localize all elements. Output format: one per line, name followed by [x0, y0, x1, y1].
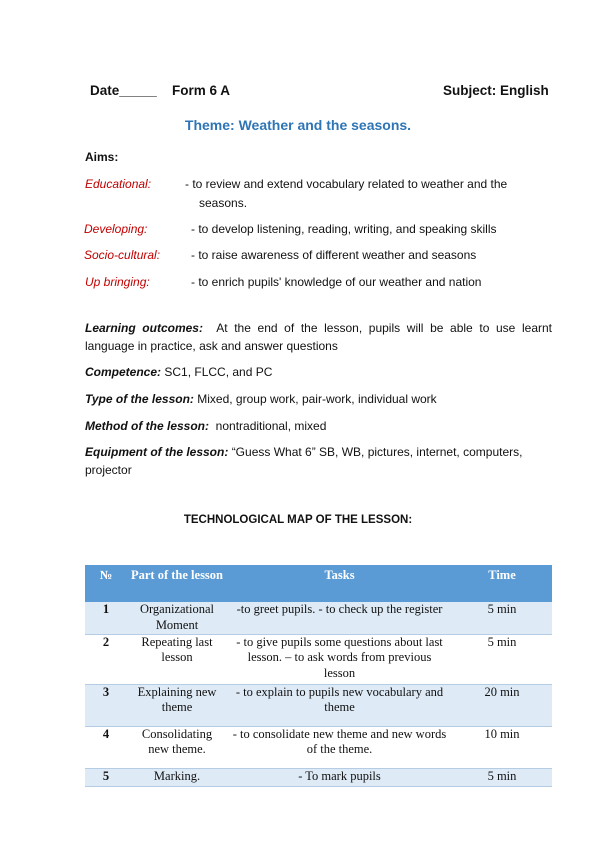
row-part: Explaining new theme	[127, 684, 227, 726]
aim-text-socio-cultural: - to raise awareness of different weather and seasons	[191, 248, 477, 262]
table-row	[85, 602, 552, 634]
competence-text: SC1, FLCC, and PC	[164, 365, 273, 379]
lesson-method-label: Method of the lesson:	[85, 419, 209, 433]
row-time: 5 min	[452, 768, 552, 786]
aim-label-socio-cultural: Socio-cultural:	[84, 248, 161, 262]
header-part: Part of the lesson	[127, 565, 227, 602]
lesson-type-text: Mixed, group work, pair-work, individual work	[197, 392, 437, 406]
row-time: 5 min	[452, 634, 552, 684]
aims-heading: Aims:	[85, 150, 119, 164]
row-tasks: - to give pupils some questions about last lesson. – to ask words from previous lesson	[227, 634, 452, 684]
lesson-type	[85, 390, 552, 408]
subject-label: Subject: English	[443, 83, 549, 98]
row-time: 5 min	[452, 602, 552, 634]
row-number: 1	[85, 602, 127, 634]
table-row	[85, 726, 552, 768]
learning-outcomes-label: Learning outcomes:	[85, 321, 203, 335]
row-number: 2	[85, 634, 127, 684]
lesson-method-text: nontraditional, mixed	[215, 419, 327, 433]
header-time: Time	[452, 565, 552, 602]
row-part: Marking.	[127, 768, 227, 786]
date-label: Date_____	[90, 83, 157, 98]
row-tasks: -to greet pupils. - to check up the register	[227, 602, 452, 634]
lesson-type-label: Type of the lesson:	[85, 392, 194, 406]
learning-outcomes	[85, 319, 552, 355]
row-number: 4	[85, 726, 127, 768]
row-number: 5	[85, 768, 127, 786]
aim-label-developing: Developing:	[84, 222, 148, 236]
aim-text-educational: - to review and extend vocabulary related to weather and the	[185, 177, 508, 191]
table-row	[85, 768, 552, 786]
learning-outcomes-text: At the end of the lesson, pupils will be able to use learnt language in practice, ask and answer questions	[85, 321, 552, 353]
aim-label-educational: Educational:	[85, 177, 152, 191]
row-number: 3	[85, 684, 127, 726]
aim-text-developing: - to develop listening, reading, writing, and speaking skills	[191, 222, 497, 236]
lesson-equipment	[85, 443, 552, 479]
row-time: 20 min	[452, 684, 552, 726]
header-number: №	[85, 565, 127, 602]
aim-text-educational-cont: seasons.	[199, 196, 248, 210]
form-label: Form 6 A	[172, 83, 231, 98]
aim-label-upbringing: Up bringing:	[85, 275, 150, 289]
lesson-equipment-text: “Guess What 6” SB, WB, pictures, internet, computers, projector	[85, 445, 523, 477]
lesson-map-table	[85, 565, 552, 787]
row-tasks: - To mark pupils	[227, 768, 452, 786]
competence	[85, 363, 552, 381]
row-tasks: - to consolidate new theme and new words of the theme.	[227, 726, 452, 768]
lesson-method	[85, 417, 552, 435]
table-row	[85, 684, 552, 726]
lesson-equipment-label: Equipment of the lesson:	[85, 445, 229, 459]
row-part: Consolidating new theme.	[127, 726, 227, 768]
table-header-row	[85, 565, 552, 602]
table-row	[85, 634, 552, 684]
row-tasks: - to explain to pupils new vocabulary and theme	[227, 684, 452, 726]
technological-map-title: TECHNOLOGICAL MAP OF THE LESSON:	[183, 514, 413, 526]
competence-label: Competence:	[85, 365, 162, 379]
lesson-theme: Theme: Weather and the seasons.	[184, 117, 412, 133]
aim-text-upbringing: - to enrich pupils' knowledge of our weather and nation	[191, 275, 482, 289]
header-tasks: Tasks	[227, 565, 452, 602]
row-part: Repeating last lesson	[127, 634, 227, 684]
row-time: 10 min	[452, 726, 552, 768]
row-part: Organizational Moment	[127, 602, 227, 634]
